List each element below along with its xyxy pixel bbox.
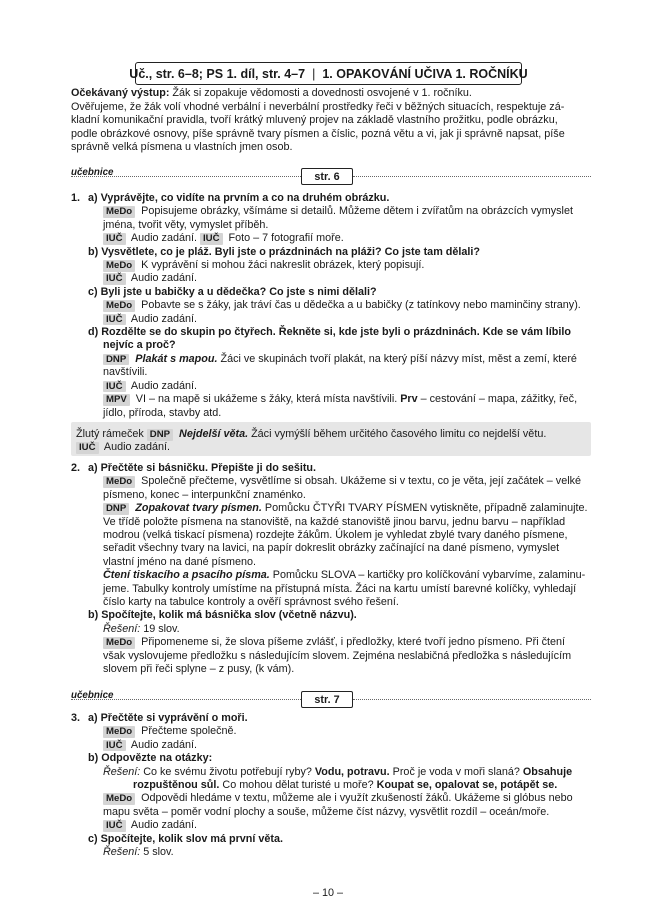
task-2: a) Přečtěte si básničku. Přepište ji do sešitu. MeDo Společně přečteme, vysvětlíme si obsah. Ukážeme si v textu, co je věta, její začátek – velké písmeno, konec – interpunkční znaménko. DNP Zopakovat tvary písmen. Pomůcku ČTYŘI TVARY PÍSMEN vytiskněte, případně zalaminujte. Ve třídě položte písmena na stanoviště, na každé stanoviště jinou barvu, jednu barvu – například modrou (velká tiskací písmena) rozdejte žákům. Úkolem je vyhledat zbylé tvary daného písmene, seřadit všechny tvary na lavici, na papír dokreslit obrázky začínající na dané písmeno, vymyslet vlastní jméno na dané písmeno. Čtení tiskacího a psacího písma. Pomůcku SLOVA – kartičky pro kolíčkování vybarvíme, zalaminu- jeme. Tabulky kontroly umístíme na přístupná místa. Žáci na kartu umístí barevné kolíčky, vyhledají číslo karty na tabulce kontroly a ověří správnost svého řešení. b) Spočítejte, kolik má básnička slov (včetně názvu). Řešení: 19 slov. MeDo Připomeneme si, že slova píšeme zvlášť, i předložky, které tvoří jedno písmeno. Při čtení však vyslovujeme předložku s následujícím slovem. Zejména neslabičná předložka s následujícím slovem při řeči splyne – z pusy, (k vám). — [88, 462, 588, 676]
medo-tag: MeDo — [103, 206, 135, 218]
yellow-frame-content: Žlutý rámeček DNP Nejdelší věta. Žáci vymýšlí během určitého časového limitu co nejdelší větu. IUČ Audio zadání. — [76, 428, 547, 454]
intro-label: Očekávaný výstup: — [71, 87, 170, 99]
medo-tag: MeDo — [103, 726, 135, 738]
section-page-box: str. 7 — [301, 691, 353, 708]
section-label-ucebnice: učebnice — [71, 167, 114, 178]
task-number: 1. — [71, 192, 81, 204]
medo-tag: MeDo — [103, 637, 135, 649]
iuc-tag: IUČ — [103, 381, 126, 393]
medo-tag: MeDo — [103, 300, 135, 312]
task-number: 3. — [71, 712, 81, 724]
iuc-tag: IUČ — [103, 273, 126, 285]
dnp-tag: DNP — [103, 354, 129, 366]
chapter-title: 1. OPAKOVÁNÍ UČIVA 1. ROČNÍKU — [322, 66, 528, 81]
medo-tag: MeDo — [103, 260, 135, 272]
chapter-header — [129, 62, 528, 85]
dnp-tag: DNP — [103, 503, 129, 515]
iuc-tag: IUČ — [103, 314, 126, 326]
section-divider — [71, 699, 301, 701]
task-3: a) Přečtěte si vyprávění o moři. MeDo Přečteme společně. IUČ Audio zadání. b) Odpovězte na otázky: Řešení: Co ke svému životu potřebují ryby? Vodu, potravu. Proč je voda v moři slaná? Obsahuje rozpuštěnou sůl. Co mohou dělat turisté u moře? Koupat se, opalovat se, potápět se. MeDo Odpovědi hledáme v textu, můžeme ale i využít zkušeností žáků. Ukážeme si glóbus nebo mapu světa – poměr vodní plochy a souše, můžeme číst názvy, vysvětlit rozdíl – oceán/moře. IUČ Audio zadání. c) Spočítejte, kolik slov má první věta. Řešení: 5 slov. — [88, 712, 573, 859]
iuc-tag: IUČ — [103, 233, 126, 245]
page-number: – 10 – — [312, 887, 344, 899]
section-label-ucebnice: učebnice — [71, 690, 114, 701]
task-number: 2. — [71, 462, 81, 474]
iuc-tag: IUČ — [76, 442, 99, 454]
mpv-tag: MPV — [103, 394, 130, 406]
chapter-reference: Uč., str. 6–8; PS 1. díl, str. 4–7 — [129, 66, 306, 81]
iuc-tag: IUČ — [200, 233, 223, 245]
task-1: a) Vyprávějte, co vidíte na prvním a co na druhém obrázku. MeDo Popisujeme obrázky, všímáme si detailů. Můžeme dětem i zvířatům na obrázcích vymyslet jména, tvořit věty, vymyslet příběh. IUČ Audio zadání. IUČ Foto – 7 fotografií moře. b) Vysvětlete, co je pláž. Byli jste o prázdninách na pláži? Co jste tam dělali? MeDo K vyprávění si mohou žáci nakreslit obrázek, který popisují. IUČ Audio zadání. c) Byli jste u babičky a u dědečka? Co jste s nimi dělali? MeDo Pobavte se s žáky, jak tráví čas u dědečka a u babičky (z tatínkovy nebo maminčiny strany). IUČ Audio zadání. d) Rozdělte se do skupin po čtyřech. Řekněte si, kde jste byli o prázdninách. Kde se vám líbilo nejvíc a proč? DNP Plakát s mapou. Žáci ve skupinách tvoří plakát, na který píší názvy míst, měst a zemí, které navštívili. IUČ Audio zadání. MPV VI – na mapě si ukážeme s žáky, která místa navštívili. Prv – cestování – mapa, zážitky, řeč, jídlo, příroda, stavby atd. — [88, 192, 581, 419]
header-separator: | — [312, 66, 316, 81]
dnp-tag: DNP — [147, 429, 173, 441]
iuc-tag: IUČ — [103, 820, 126, 832]
intro-paragraph: Očekávaný výstup: Žák si zopakuje vědomosti a dovednosti osvojené v 1. ročníku. Ověřujeme, že žák volí vhodné verbální i neverbální prostředky řeči v běžných situacích, respektuje zá- kladní komunikační pravidla, tvoří krátký mluvený projev na základě vlastního prožitku, podle obrázku, podle obrázkové osnovy, píše správně tvary písmen a číslic, pozná větu a vi, jak ji správně napsat, píše správně velká písmena u vlastních jmen osob. — [71, 87, 565, 154]
section-divider — [353, 176, 591, 178]
iuc-tag: IUČ — [103, 740, 126, 752]
section-divider — [353, 699, 591, 701]
medo-tag: MeDo — [103, 476, 135, 488]
section-page-box: str. 6 — [301, 168, 353, 185]
section-divider — [71, 176, 301, 178]
medo-tag: MeDo — [103, 793, 135, 805]
